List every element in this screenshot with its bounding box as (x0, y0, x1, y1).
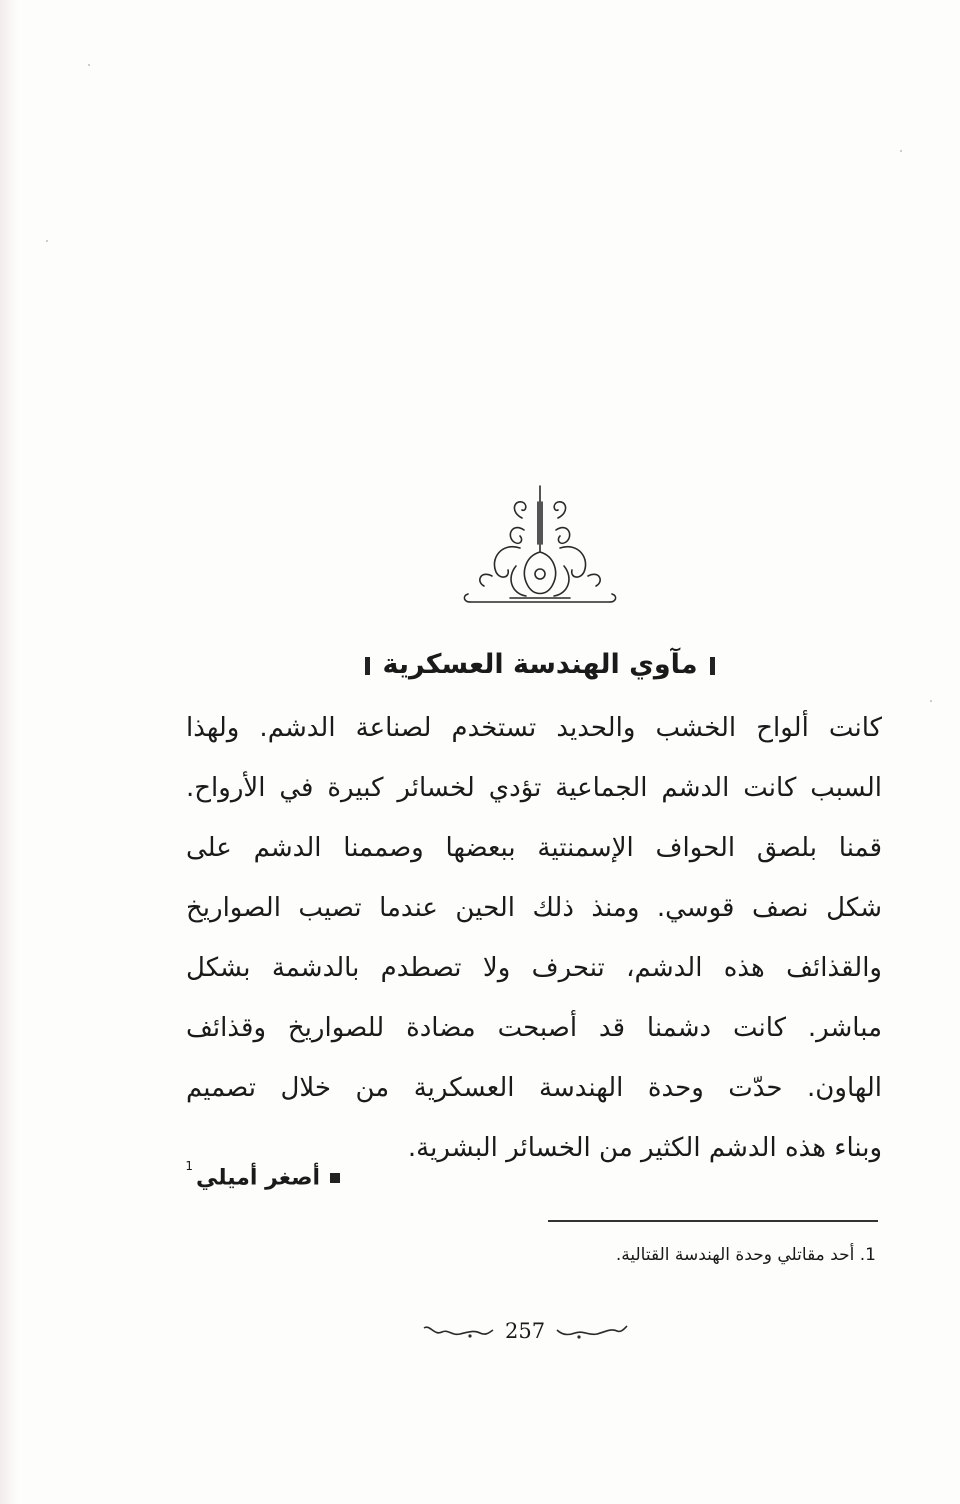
footnote-reference: 1 (185, 1159, 194, 1173)
footnote-text: 1. أحد مقاتلي وحدة الهندسة القتالية. (615, 1245, 876, 1265)
page-number-block (420, 1314, 630, 1348)
paper-speck (930, 700, 932, 702)
page-edge-shadow (0, 0, 18, 1504)
section-title (340, 642, 740, 688)
decorative-ornament-icon (450, 482, 630, 616)
folio-flourish-right-icon (555, 1322, 630, 1342)
author-name: أصغر أميلي (196, 1165, 320, 1191)
title-marker-right (710, 657, 715, 675)
footnote-divider (548, 1220, 878, 1222)
body-line: الهاون. حدّت وحدة الهندسة العسكرية من خلال تصميم (186, 1073, 882, 1103)
body-line: وبناء هذه الدشم الكثير من الخسائر البشرية. (407, 1133, 882, 1163)
page-number: 257 (505, 1319, 546, 1343)
body-paragraph (186, 698, 882, 1178)
body-line: مباشر. كانت دشمنا قد أصبحت مضادة للصواريخ وقذائف (186, 1013, 882, 1043)
paper-speck (88, 64, 90, 66)
author-signature (185, 1152, 340, 1198)
body-line: والقذائف هذه الدشم، تنحرف ولا تصطدم بالدشمة بشكل (186, 953, 882, 983)
paper-speck (46, 240, 48, 242)
title-marker-left (365, 657, 370, 675)
author-bullet-icon (330, 1173, 340, 1183)
body-line: قمنا بلصق الحواف الإسمنتية ببعضها وصممنا الدشم على (186, 833, 882, 863)
folio-flourish-left-icon (420, 1322, 495, 1342)
body-line: السبب كانت الدشم الجماعية تؤدي لخسائر كبيرة في الأرواح. (186, 773, 882, 803)
paper-speck (900, 150, 902, 152)
body-line: كانت ألواح الخشب والحديد تستخدم لصناعة الدشم. ولهذا (186, 713, 882, 743)
section-title-text: مآوي الهندسة العسكرية (382, 649, 698, 680)
body-line: شكل نصف قوسي. ومنذ ذلك الحين عندما تصيب الصواريخ (186, 893, 882, 923)
